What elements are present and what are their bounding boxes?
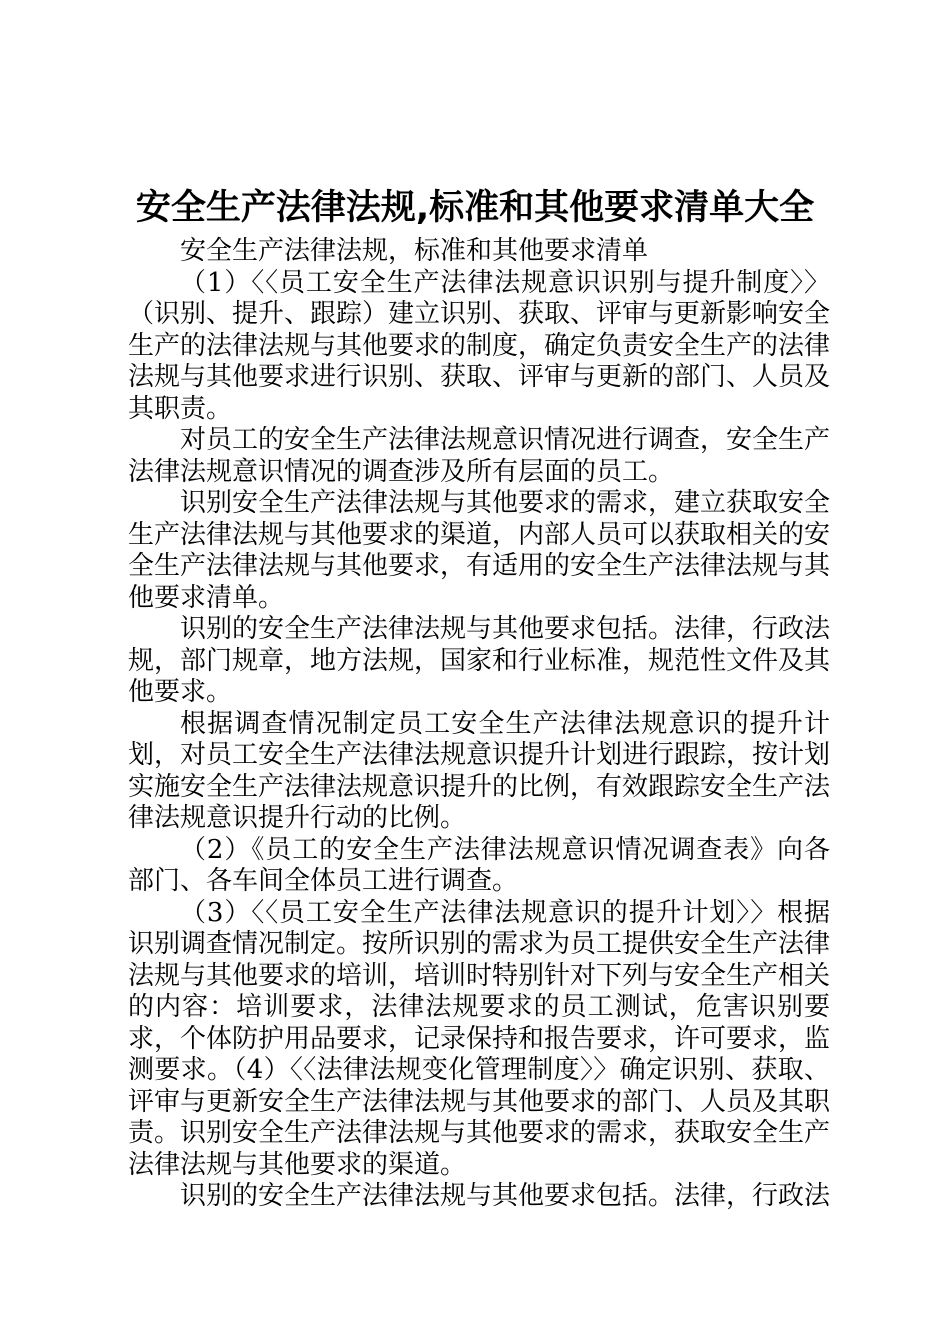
paragraph: （3）〈〈员工安全生产法律法规意识的提升计划〉〉根据识别调查情况制定。按所识别的需求为员工提供安全生产法律法规与其他要求的培训，培训时特别针对下列与安全生产相关的内容：培训要求，法律法规要求的员工测试，危害识别要求，个体防护用品要求，记录保持和报告要求，许可要求，监测要求。（4）〈〈法律法规变化管理制度〉〉确定识别、获取、评审与更新安全生产法律法规与其他要求的部门、人员及其职责。识别安全生产法律法规与其他要求的需求，获取安全生产法律法规与其他要求的渠道。 bbox=[128, 897, 831, 1180]
paragraph: 安全生产法律法规，标准和其他要求清单 bbox=[180, 236, 649, 266]
paragraph: 根据调查情况制定员工安全生产法律法规意识的提升计划，对员工安全生产法律法规意识提升计划进行跟踪，按计划实施安全生产法律法规意识提升的比例，有效跟踪安全生产法律法规意识提升行动的比例。 bbox=[128, 708, 831, 833]
paragraph: （2）《员工的安全生产法律法规意识情况调查表》向各部门、各车间全体员工进行调查。 bbox=[128, 834, 830, 896]
paragraph: 对员工的安全生产法律法规意识情况进行调查，安全生产法律法规意识情况的调查涉及所有层面的员工。 bbox=[128, 425, 831, 487]
paragraph: 识别安全生产法律法规与其他要求的需求，建立获取安全生产法律法规与其他要求的渠道，内部人员可以获取相关的安全生产法律法规与其他要求，有适用的安全生产法律法规与其他要求清单。 bbox=[128, 488, 831, 613]
document-body bbox=[128, 236, 830, 1213]
document-title: 安全生产法律法规,标准和其他要求清单大全 bbox=[135, 188, 815, 228]
paragraph: 识别的安全生产法律法规与其他要求包括。法律，行政法 bbox=[180, 1181, 831, 1211]
paragraph: 识别的安全生产法律法规与其他要求包括。法律，行政法规，部门规章，地方法规，国家和行业标准，规范性文件及其他要求。 bbox=[128, 614, 831, 707]
paragraph: （1）〈〈员工安全生产法律法规意识识别与提升制度〉〉（识别、提升、跟踪）建立识别、获取、评审与更新影响安全生产的法律法规与其他要求的制度，确定负责安全生产的法律法规与其他要求进行识别、获取、评审与更新的部门、人员及其职责。 bbox=[128, 267, 831, 424]
